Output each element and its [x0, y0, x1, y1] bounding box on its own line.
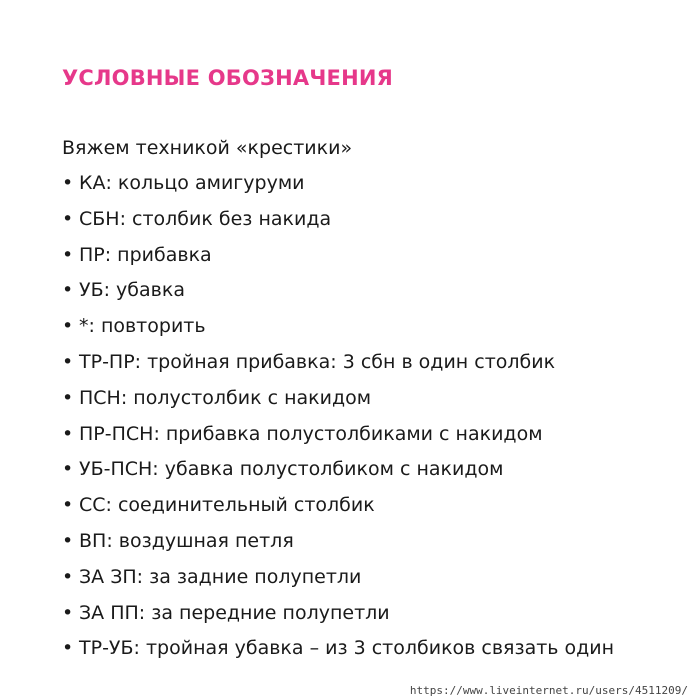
page-title: УСЛОВНЫЕ ОБОЗНАЧЕНИЯ — [62, 66, 393, 90]
bullet-icon: • — [62, 458, 74, 481]
bullet-icon: • — [62, 601, 74, 624]
list-item — [62, 276, 614, 312]
bullet-icon: • — [62, 243, 74, 266]
bullet-icon: • — [62, 350, 74, 373]
list-item — [62, 563, 614, 599]
list-item-text: *: повторить — [79, 315, 206, 338]
list-item-text: ПР: прибавка — [79, 243, 212, 266]
list-item-text: ПСН: полустолбик с накидом — [79, 386, 372, 409]
list-item — [62, 312, 614, 348]
list-item — [62, 599, 614, 635]
legend-list — [62, 169, 614, 670]
bullet-icon: • — [62, 422, 74, 445]
bullet-icon: • — [62, 529, 74, 552]
list-item — [62, 527, 614, 563]
list-item — [62, 384, 614, 420]
bullet-icon: • — [62, 279, 74, 302]
bullet-icon: • — [62, 637, 74, 660]
list-item — [62, 455, 614, 491]
list-item — [62, 634, 614, 670]
list-item-text: ЗА ПП: за передние полупетли — [79, 601, 390, 624]
list-item — [62, 205, 614, 241]
list-item-text: УБ-ПСН: убавка полустолбиком с накидом — [79, 458, 504, 481]
list-item-text: ПР-ПСН: прибавка полустолбиками с накидом — [79, 422, 543, 445]
list-item-text: ТР-ПР: тройная прибавка: 3 сбн в один столбик — [79, 350, 556, 373]
list-item-text: СС: соединительный столбик — [79, 494, 375, 517]
list-item-text: ТР-УБ: тройная убавка – из 3 столбиков связать один — [79, 637, 615, 660]
list-item — [62, 169, 614, 205]
bullet-icon: • — [62, 207, 74, 230]
list-item-text: ВП: воздушная петля — [79, 529, 294, 552]
intro-text: Вяжем техникой «крестики» — [62, 137, 353, 159]
watermark-url: https://www.liveinternet.ru/users/4511209/ — [409, 684, 688, 697]
bullet-icon: • — [62, 315, 74, 338]
list-item-text: ЗА ЗП: за задние полупетли — [79, 565, 362, 588]
list-item — [62, 241, 614, 277]
bullet-icon: • — [62, 565, 74, 588]
list-item-text: СБН: столбик без накида — [79, 207, 332, 230]
list-item — [62, 491, 614, 527]
list-item — [62, 348, 614, 384]
list-item-text: КА: кольцо амигуруми — [79, 172, 305, 194]
list-item-text: УБ: убавка — [79, 279, 185, 302]
bullet-icon: • — [62, 494, 74, 517]
list-item — [62, 420, 614, 456]
bullet-icon: • — [62, 386, 74, 409]
bullet-icon: • — [62, 172, 74, 194]
